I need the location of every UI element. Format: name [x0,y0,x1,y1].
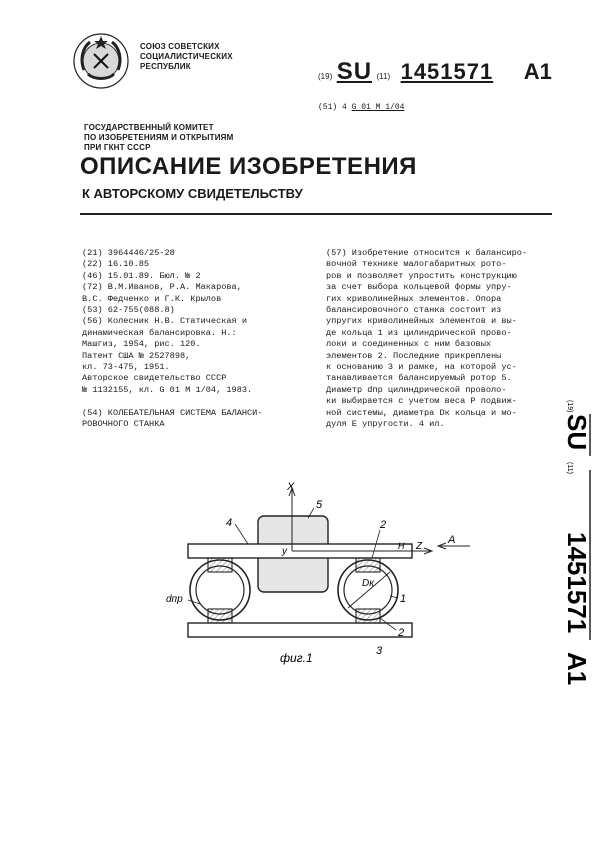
axis-x-label: X [287,481,295,493]
base-3 [188,623,412,637]
patent-number: 1451571 [400,59,494,84]
biblio-line: (46) 15.01.89. Бюл. № 2 [82,270,201,281]
arrow-a-label: A [448,534,456,546]
patent-number-header [318,58,552,86]
sidebar-code-19: (19) [566,400,573,413]
biblio-line: (21) 3964446/25-28 [82,248,175,258]
abstract [326,248,556,431]
country-code: SU [336,58,373,85]
biblio-line: Патент США № 2527898, [82,350,191,361]
abstract-line: гих криволинейных элементов. Опора [326,293,502,304]
abstract-line: Диаметр dпр цилиндрической проволо- [326,384,507,395]
committee-name: ГОСУДАРСТВЕННЫЙ КОМИТЕТ ПО ИЗОБРЕТЕНИЯМ И ОТКРЫТИЯМ ПРИ ГКНТ СССР [84,123,234,152]
code-11: (11) [376,72,391,81]
biblio-line: Машгиз, 1954, рис. 120. [82,339,201,350]
base-element-left-bottom [208,609,232,623]
abstract-line: де кольца 1 из цилиндрической прово- [326,327,512,338]
invention-title-line: (54) КОЛЕБАТЕЛЬНАЯ СИСТЕМА БАЛАНСИ- [82,407,263,418]
axis-y-label: y [282,546,287,557]
abstract-line: танавливается балансируемый ротор 5. [326,373,512,384]
abstract-line: упругих криволинейных элементов и вы- [326,316,517,327]
biblio-line: (53) 62-755(088.8) [82,305,175,316]
wire-diameter-label: dпр [166,594,183,605]
ipc-classification: (51) 4 G 01 M 1/04 [318,103,405,112]
abstract-line: ной системы, диаметра Dк кольца и мо- [326,407,517,418]
label-2-bottom: 2 [398,627,405,639]
header-rule [80,213,552,215]
sidebar-patent-number [560,400,600,700]
code-19: (19) [318,72,333,81]
label-4: 4 [226,517,233,529]
biblio-line [82,396,318,407]
abstract-line: дуля E упругости. 4 ил. [326,419,445,430]
figure-1-drawing [140,478,485,683]
figure-caption: фиг.1 [280,651,313,665]
base-element-right-bottom [356,609,380,623]
biblio-line: (72) В.М.Иванов, Р.А. Макарова, [82,282,242,293]
biblio-line: Авторское свидетельство СССР [82,373,227,384]
sidebar-number: 1451571 [562,532,592,634]
sidebar-kind: A1 [562,652,592,686]
abstract-line: ки выбирается с учетом веса P подвиж- [326,396,517,407]
abstract-line: элементов 2. Последние прикреплены [326,350,502,361]
union-name: СОЮЗ СОВЕТСКИХ СОЦИАЛИСТИЧЕСКИХ РЕСПУБЛИК [140,42,233,71]
biblio-line: (56) Колесник Н.В. Статическая и [82,316,248,327]
biblio-line: динамическая балансировка. Н.: [82,327,237,338]
document-subtitle: К АВТОРСКОМУ СВИДЕТЕЛЬСТВУ [82,186,303,201]
patent-kind: A1 [523,59,552,84]
biblio-line: кл. 73-475, 1951. [82,362,170,373]
biblio-line: В.С. Федченко и Г.К. Крылов [82,293,222,304]
abstract-line: балансировочного станка состоит из [326,305,502,316]
ring-diameter-label: Dк [362,578,374,589]
bibliographic-data [82,248,318,430]
state-emblem [70,30,132,97]
biblio-line: № 1132155, кл. G 01 M 1/04, 1983. [82,384,253,395]
abstract-line: локи и соединенных с ним базовых [326,339,492,350]
label-1: 1 [400,593,407,605]
axis-z-label: Z [416,541,423,552]
height-label: H [398,541,405,551]
invention-title-line: РОВОЧНОГО СТАНКА [82,419,165,430]
abstract-line: (57) Изобретение относится к балансиро- [326,248,528,258]
biblio-line: (22) 16.10.85 [82,259,150,270]
label-2-top: 2 [380,519,387,531]
abstract-line: вочной технике малогабаритных рото- [326,259,507,270]
abstract-line: за счет выбора кольцевой формы упру- [326,282,512,293]
sidebar-code-11: (11) [566,462,573,474]
label-3: 3 [376,645,383,657]
abstract-line: к основанию 3 и рамке, на которой ус- [326,362,517,373]
label-5: 5 [316,499,323,511]
document-title: ОПИСАНИЕ ИЗОБРЕТЕНИЯ [80,153,417,180]
abstract-line: ров и позволяет упростить конструкцию [326,270,517,281]
sidebar-country: SU [562,414,592,451]
